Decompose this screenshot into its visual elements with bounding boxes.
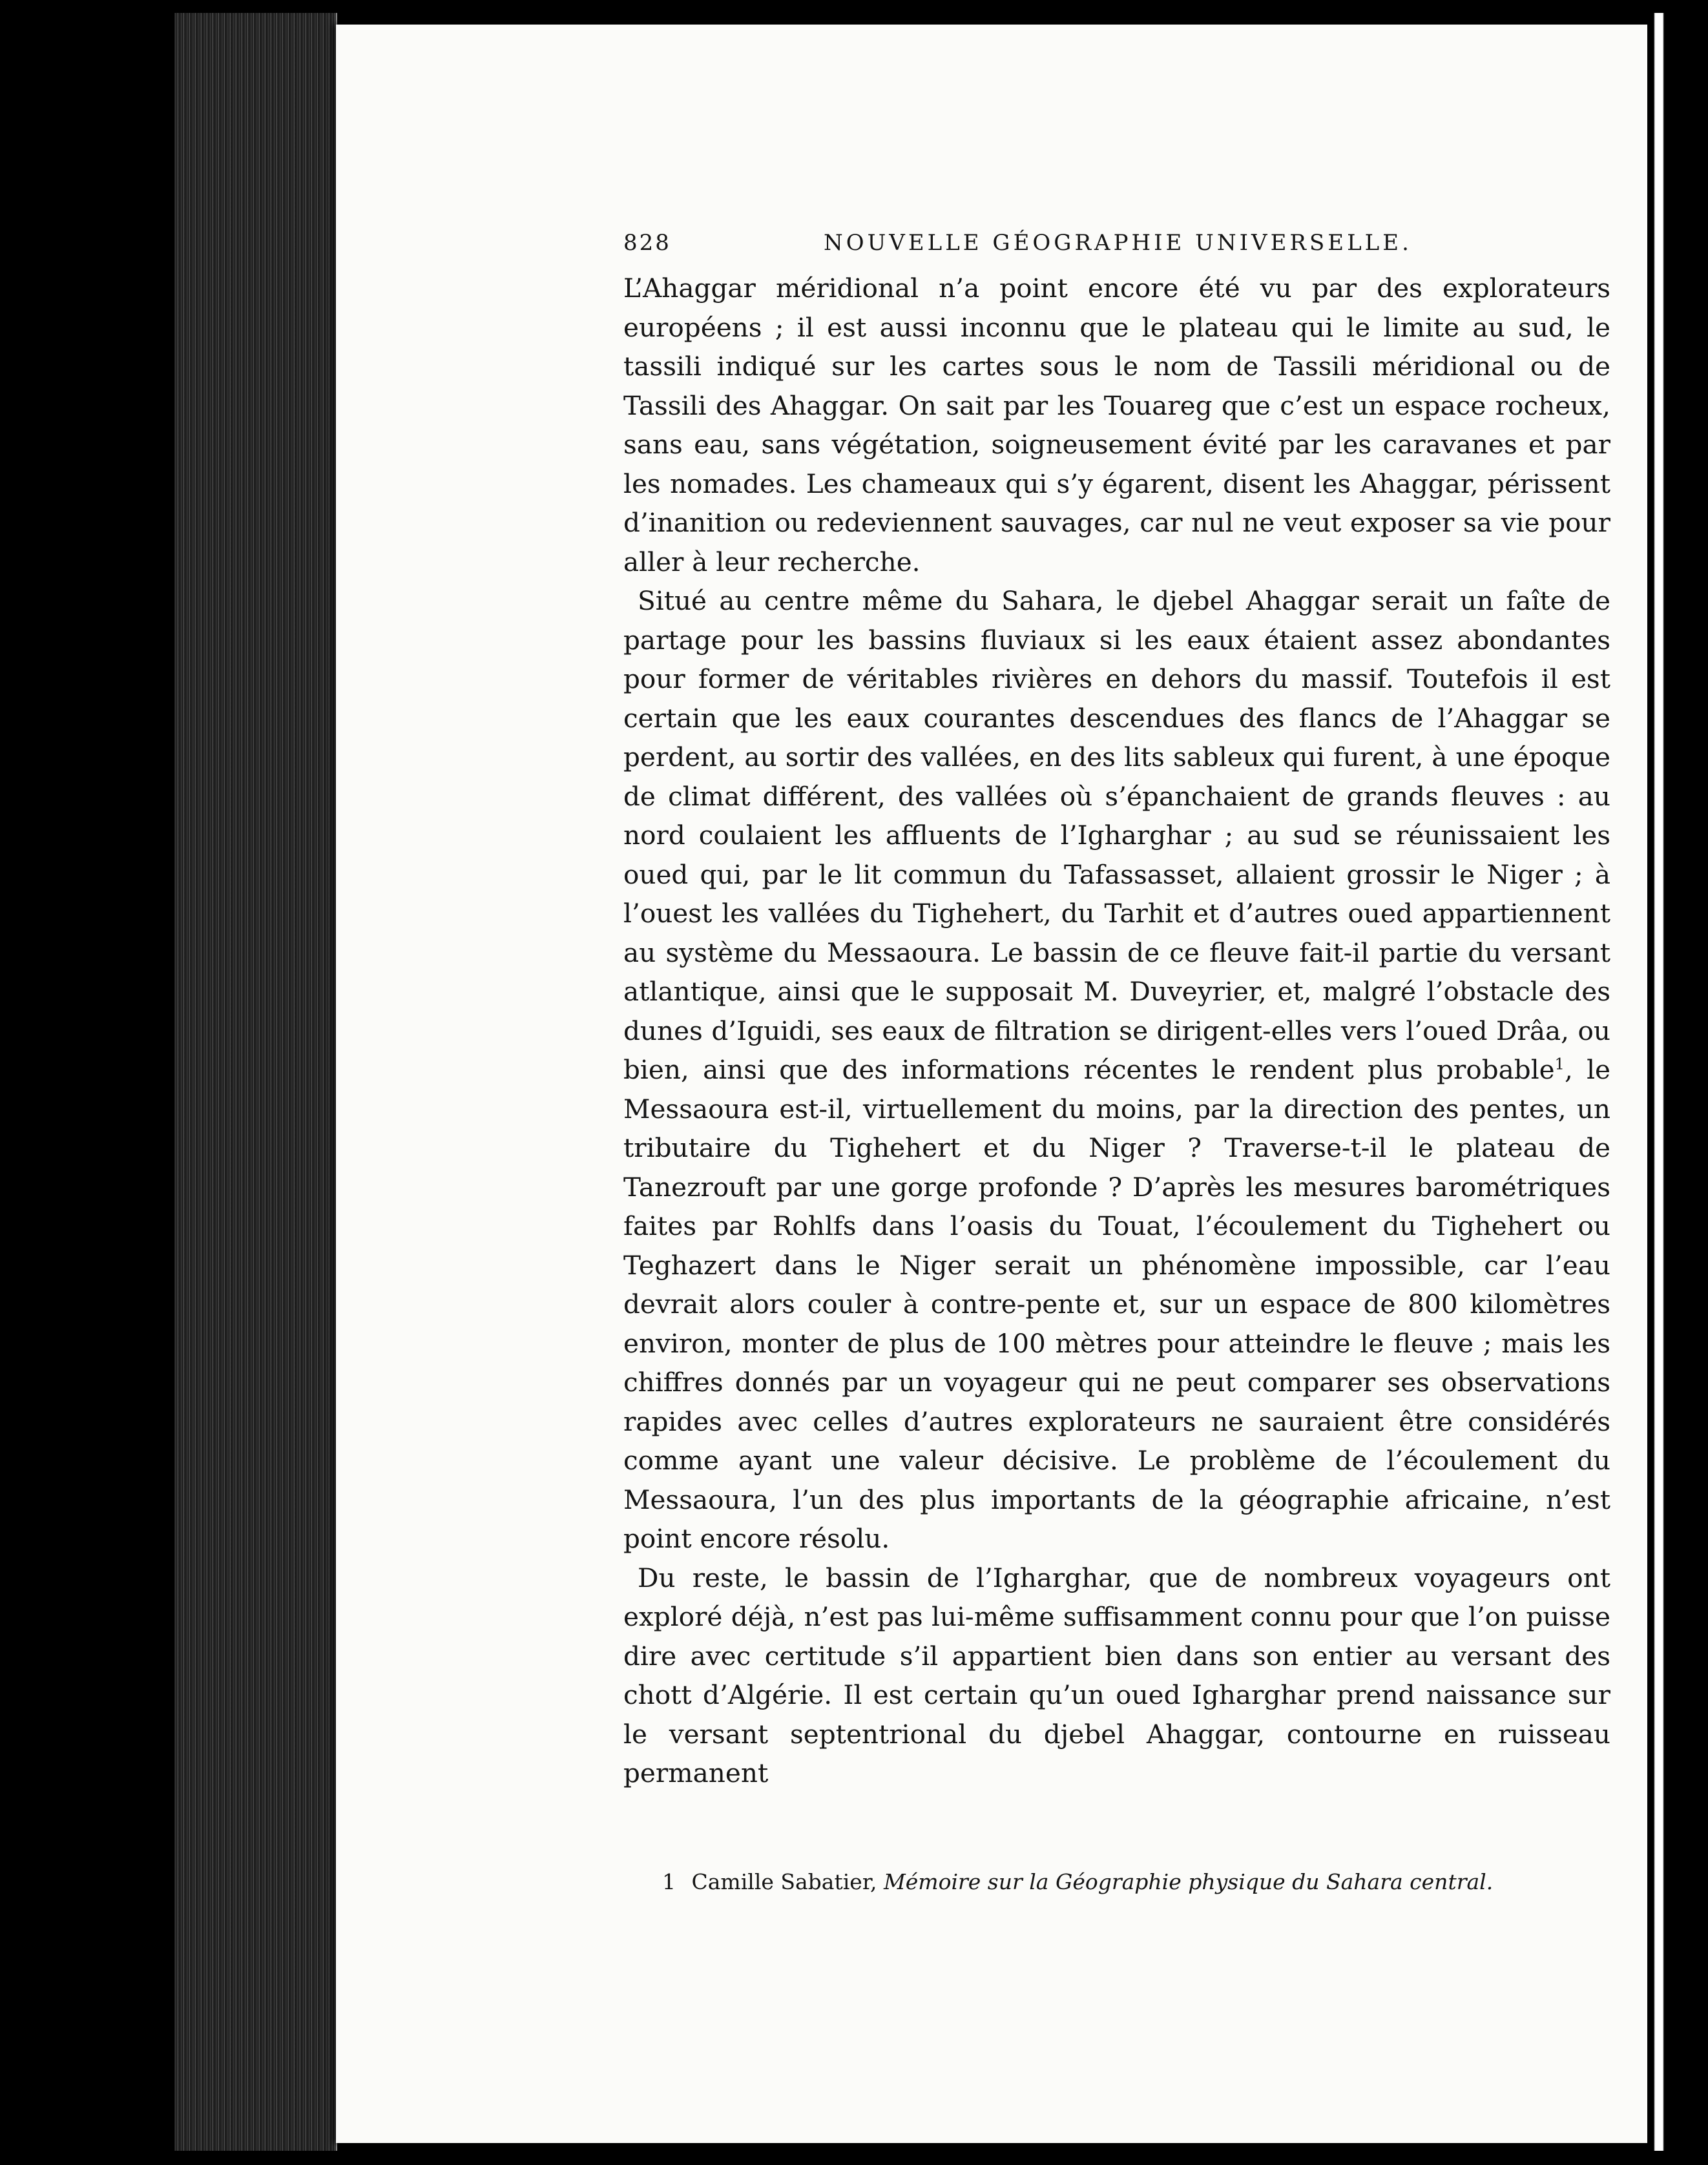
paragraph-2-part-1: Situé au centre même du Sahara, le djebel Ahaggar serait un faîte de partage pour les bassins fluviaux si les eaux étaient assez abondantes pour former de véritables rivières en dehors du massif. Toutefois il est certain que les eaux courantes descendues des flancs de l’Ahaggar se perdent, au sortir des vallées, en des lits sableux qui furent, à une époque de climat différent, des vallées où s’épanchaient de grands fleuves : au nord coulaient les affluents de l’Igharghar ; au sud se réunissaient les oued qui, par le lit commun du Tafassasset, allaient grossir le Niger ; à l’ouest les vallées du Tighehert, du Tarhit et d’autres oued appartiennent au système du Messaoura. Le bassin de ce fleuve fait-il partie du versant atlantique, ainsi que le supposait M. Duveyrier, et, malgré l’obstacle des dunes d’Iguidi, ses eaux de filtration se dirigent-elles vers l’oued Drâa, ou bien, ainsi que des informations récentes le rendent plus probable	[623, 585, 1610, 1085]
paragraph-3: Du reste, le bassin de l’Igharghar, que de nombreux voyageurs ont exploré déjà, n’est pas lui-même suffisamment connu pour que l’on puisse dire avec certitude s’il appartient bien dans son entier au versant des chott d’Algérie. Il est certain qu’un oued Igharghar prend naissance sur le versant septentrional du djebel Ahaggar, contourne en ruisseau permanent	[623, 1562, 1610, 1788]
paragraph-1: L’Ahaggar méridional n’a point encore été vu par des explorateurs européens ; il est aussi inconnu que le plateau qui le limite au sud, le tassili indiqué sur les cartes sous le nom de Tassili méridional ou de Tassili des Ahaggar. On sait par les Touareg que c’est un espace rocheux, sans eau, sans végétation, soigneusement évité par les caravanes et par les nomades. Les chameaux qui s’y égarent, disent les Ahaggar, périssent d’inanition ou redeviennent sauvages, car nul ne veut exposer sa vie pour aller à leur recherche.	[623, 273, 1610, 577]
footnote-reference[interactable]: 1	[1554, 1055, 1565, 1073]
footnote	[623, 1869, 1610, 1895]
body-text	[623, 269, 1610, 1793]
paragraph-2-part-2: , le Messaoura est-il, virtuellement du moins, par la direction des pentes, un tributaire du Tighehert et du Niger ? Traverse-t-il le plateau de Tanezrouft par une gorge profonde ? D’après les mesures barométriques faites par Rohlfs dans l’oasis du Touat, l’écoulement du Tighehert ou Teghazert dans le Niger serait un phénomène impossible, car l’eau devrait alors couler à contre-pente et, sur un espace de 800 kilomètres environ, monter de plus de 100 mètres pour atteindre le fleuve ; mais les chiffres donnés par un voyageur qui ne peut comparer ses observations rapides avec celles d’autres explorateurs ne sauraient être considérés comme ayant une valeur décisive. Le problème de l’écoulement du Messaoura, l’un des plus importants de la géographie africaine, n’est point encore résolu.	[623, 1054, 1611, 1554]
page-content	[623, 230, 1610, 1895]
paragraph-2	[623, 581, 1610, 1559]
running-head	[623, 230, 1610, 269]
stacked-page-edges	[174, 13, 337, 2151]
page-number: 828	[623, 230, 671, 256]
footnote-author: Camille Sabatier,	[691, 1869, 877, 1894]
opposite-page-edge	[1647, 13, 1686, 2151]
dark-background	[0, 0, 174, 2165]
book-page	[336, 25, 1647, 2143]
footnote-marker: 1	[662, 1869, 676, 1894]
footnote-title: Mémoire sur la Géographie physique du Sahara central.	[883, 1869, 1494, 1894]
running-title: NOUVELLE GÉOGRAPHIE UNIVERSELLE.	[824, 230, 1412, 256]
